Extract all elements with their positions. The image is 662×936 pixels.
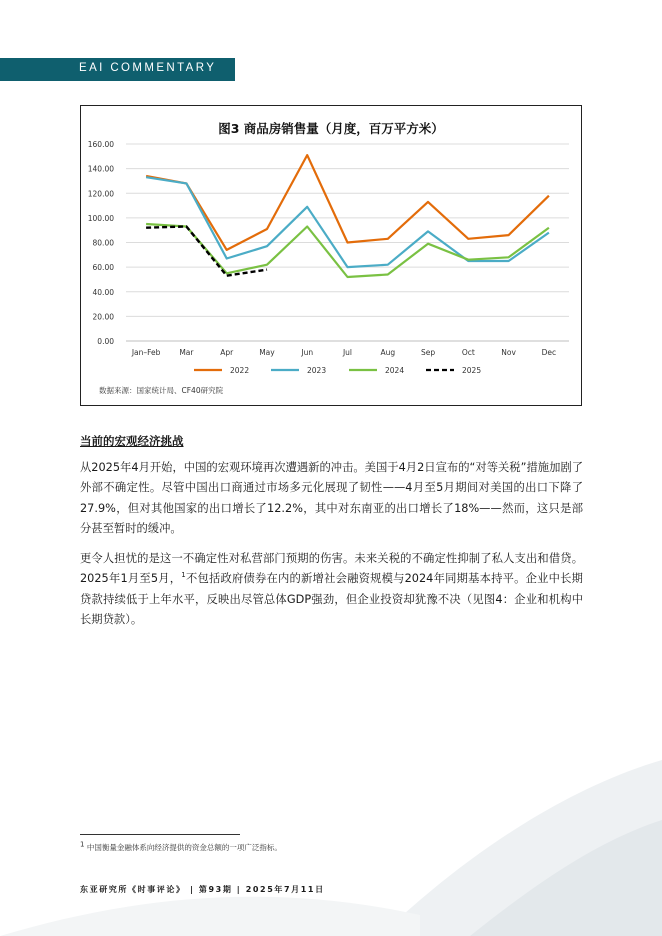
- x-tick-label: Mar: [179, 348, 194, 357]
- x-tick-label: Oct: [461, 348, 475, 357]
- y-tick-label: 80.00: [92, 238, 114, 248]
- section-title: 当前的宏观经济挑战: [80, 434, 184, 448]
- paragraph-2: [80, 549, 583, 630]
- y-tick-label: 40.00: [92, 287, 114, 297]
- x-tick-label: Jul: [342, 348, 353, 357]
- y-tick-label: 120.00: [87, 189, 114, 199]
- series-line-2024: [146, 224, 549, 277]
- page-footer: 东亚研究所《时事评论》 | 第93期 | 2025年7月11日: [80, 885, 325, 894]
- x-tick-label: Sep: [420, 348, 436, 357]
- banner-title: EAI COMMENTARY: [79, 62, 217, 74]
- x-tick-label: May: [259, 348, 275, 357]
- y-tick-label: 20.00: [92, 312, 114, 322]
- chart-title: 图3 商品房销售量（月度，百万平方米）: [218, 121, 444, 136]
- x-tick-label: Nov: [501, 348, 516, 357]
- x-tick-label: Dec: [541, 348, 557, 357]
- legend-label: 2023: [307, 366, 327, 375]
- y-tick-label: 160.00: [87, 140, 114, 149]
- footnote-text: 中国衡量金融体系向经济提供的资金总额的一项广泛指标。: [86, 843, 282, 852]
- line-chart: [81, 106, 581, 405]
- footnote: [80, 842, 282, 853]
- series-line-2022: [146, 155, 549, 250]
- legend-label: 2024: [385, 366, 405, 375]
- figure-chart: [80, 105, 582, 406]
- x-tick-label: Jun: [301, 348, 314, 357]
- x-tick-label: Apr: [220, 348, 234, 357]
- y-tick-label: 140.00: [87, 164, 114, 174]
- x-tick-label: Jan–Feb: [131, 348, 161, 357]
- series-line-2023: [146, 177, 549, 267]
- legend-label: 2022: [230, 366, 250, 375]
- paragraph-1: 从2025年4月开始，中国的宏观环境再次遭遇新的冲击。美国于4月2日宣布的“对等关税”措施加剧了外部不确定性。尽管中国出口商通过市场多元化展现了韧性——4月至5月期间对美国的出口下降了27.9%，但对其他国家的出口增长了12.2%，其中对东南亚的出口增长了18%——然而，这只是部分甚至暂时的缓冲。: [80, 461, 583, 535]
- chart-source: 数据来源：国家统计局、CF40研究院: [99, 386, 224, 395]
- legend-label: 2025: [462, 366, 482, 375]
- y-tick-label: 100.00: [87, 213, 114, 223]
- paragraph-2-part-a: 更令人担忧的是这一不确定性对私营部门预期的伤害。未来关税的不确定性抑制了私人支出和借贷。2025年1月至5月，: [80, 552, 583, 586]
- y-tick-label: 60.00: [92, 263, 114, 273]
- header-banner: [0, 58, 235, 81]
- y-tick-label: 0.00: [97, 337, 114, 346]
- footnote-mark: 1: [80, 840, 85, 849]
- x-tick-label: Aug: [380, 348, 396, 357]
- paragraph-2-part-b: 不包括政府债券在内的新增社会融资规模与2024年同期基本持平。企业中长期贷款持续低于上年水平，反映出尽管总体GDP强劲，但企业投资却犹豫不决（见图4：企业和机构中长期贷款）。: [80, 572, 583, 626]
- footnote-divider: [80, 834, 240, 835]
- footnote-ref[interactable]: 1: [181, 571, 186, 580]
